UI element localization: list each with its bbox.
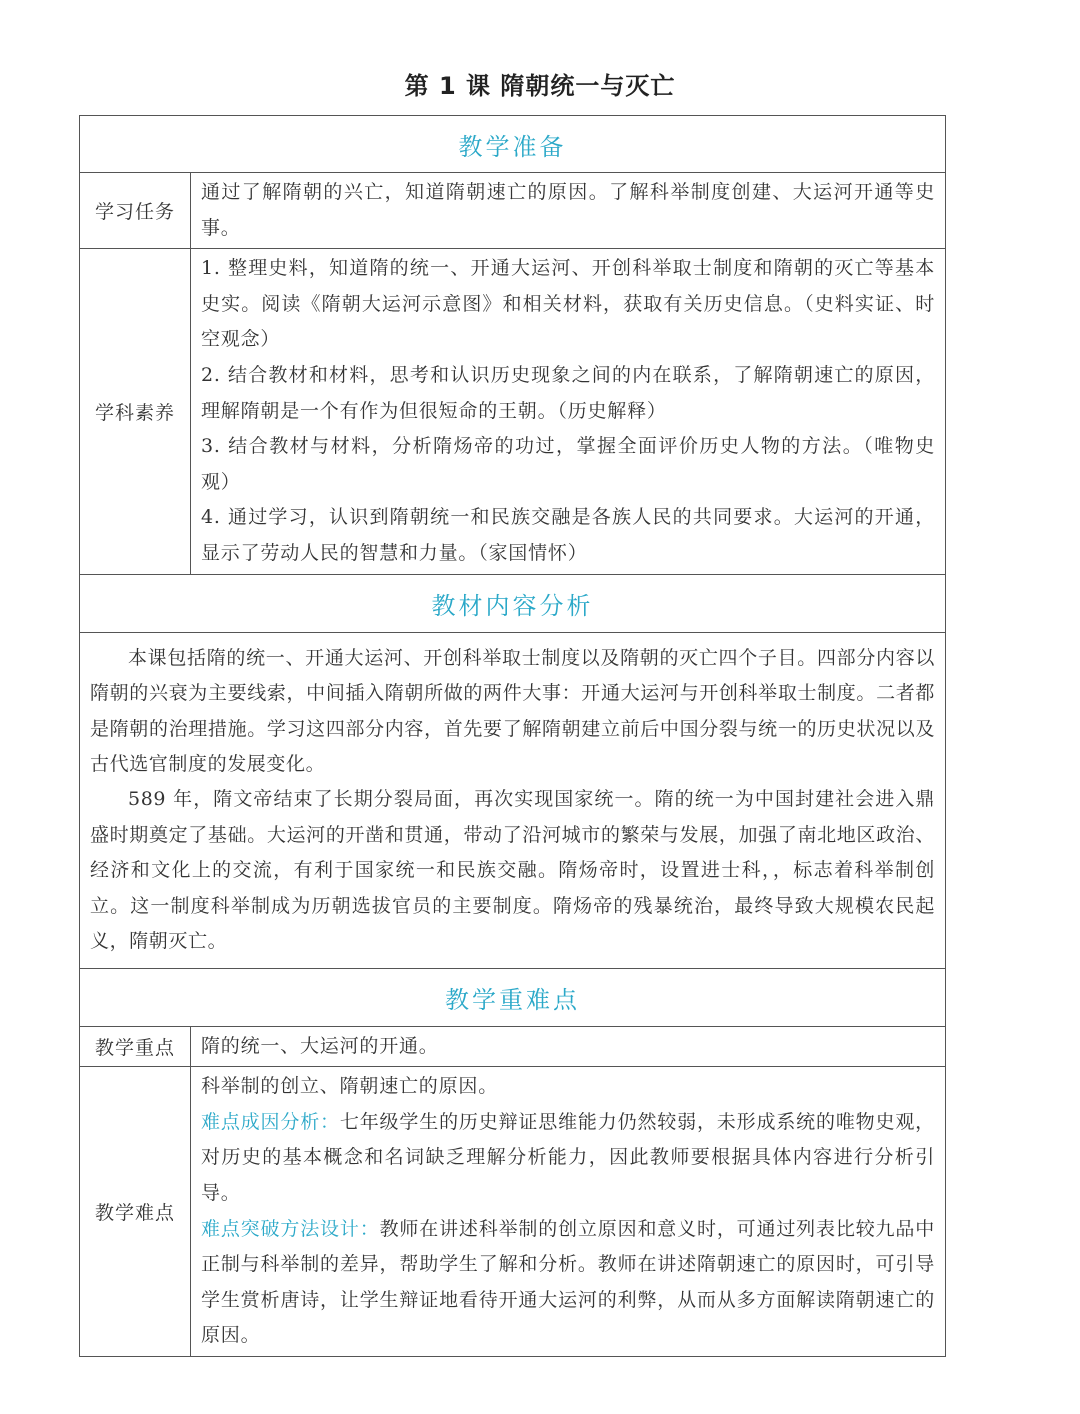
cause-text: 七年级学生的历史辩证思维能力仍然较弱，未形成系统的唯物史观，对历史的基本概念和名词缺乏理解分析能力，因此教师要根据具体内容进行分析引导。 — [201, 1110, 935, 1204]
literacy-label: 学科素养 — [80, 249, 191, 574]
section-header-prep: 教学准备 — [80, 116, 946, 173]
literacy-item: 2. 结合教材和材料，思考和认识历史现象之间的内在联系，了解隋朝速亡的原因，理解隋朝是一个有作为但很短命的王朝。（历史解释） — [201, 363, 935, 422]
difficulty-cause — [201, 1105, 935, 1212]
literacy-item: 4. 通过学习，认识到隋朝统一和民族交融是各族人民的共同要求。大运河的开通，显示了劳动人民的智慧和力量。（家国情怀） — [201, 506, 935, 564]
section-header-keypoints: 教学重难点 — [80, 968, 946, 1026]
task-label: 学习任务 — [80, 173, 191, 249]
difficulty-content — [191, 1067, 946, 1357]
keypoints-header-row — [80, 968, 946, 1026]
difficulty-text: 科举制的创立、隋朝速亡的原因。 — [201, 1075, 499, 1098]
literacy-row — [80, 249, 946, 574]
literacy-item: 1. 整理史料，知道隋的统一、开通大运河、开创科举取士制度和隋朝的灭亡等基本史实。阅读《隋朝大运河示意图》和相关材料，获取有关历史信息。（史料实证、时空观念） — [201, 257, 935, 351]
method-text: 教师在讲述科举制的创立原因和意义时，可通过列表比较九品中正制与科举制的差异，帮助学生了解和分析。教师在讲述隋朝速亡的原因时，可引导学生赏析唐诗，让学生辩证地看待开通大运河的利弊，从而从多方面解读隋朝速亡的原因。 — [201, 1217, 936, 1347]
analysis-paragraph: 本课包括隋的统一、开通大运河、开创科举取士制度以及隋朝的灭亡四个子目。四部分内容以隋朝的兴衰为主要线索，中间插入隋朝所做的两件大事：开通大运河与开创科举取士制度。二者都是隋朝的治理措施。学习这四部分内容，首先要了解隋朝建立前后中国分裂与统一的历史状况以及古代选官制度的发展变化。 — [90, 646, 935, 775]
section-header-analysis: 教材内容分析 — [80, 574, 946, 632]
analysis-paragraph: 589 年，隋文帝结束了长期分裂局面，再次实现国家统一。隋的统一为中国封建社会进入鼎盛时期奠定了基础。大运河的开凿和贯通，带动了沿河城市的繁荣与发展，加强了南北地区政治、经济和文化上的交流，有利于国家统一和民族交融。隋炀帝时，设置进士科，，标志着科举制创立。这一制度科举制成为历朝选拔官员的主要制度。隋炀帝的残暴统治，最终导致大规模农民起义，隋朝灭亡。 — [90, 788, 935, 952]
analysis-header-row — [80, 574, 946, 632]
focus-text: 隋的统一、大运河的开通。 — [191, 1026, 946, 1067]
page-title: 第 1 课 隋朝统一与灭亡 — [404, 72, 676, 100]
analysis-body — [80, 632, 946, 968]
difficulty-method — [201, 1212, 935, 1354]
literacy-list — [191, 249, 946, 574]
task-text: 通过了解隋朝的兴亡，知道隋朝速亡的原因。了解科举制度创建、大运河开通等史事。 — [191, 173, 946, 249]
focus-row — [80, 1026, 946, 1067]
method-label: 难点突破方法设计： — [201, 1217, 380, 1240]
difficulty-row — [80, 1067, 946, 1357]
task-row — [80, 173, 946, 249]
prep-header-row — [80, 116, 946, 173]
difficulty-label: 教学难点 — [80, 1067, 191, 1357]
literacy-item: 3. 结合教材与材料，分析隋炀帝的功过，掌握全面评价历史人物的方法。（唯物史观） — [201, 435, 935, 493]
analysis-row — [80, 632, 946, 968]
focus-label: 教学重点 — [80, 1026, 191, 1067]
cause-label: 难点成因分析： — [201, 1110, 340, 1133]
lesson-plan-table — [79, 115, 946, 1357]
